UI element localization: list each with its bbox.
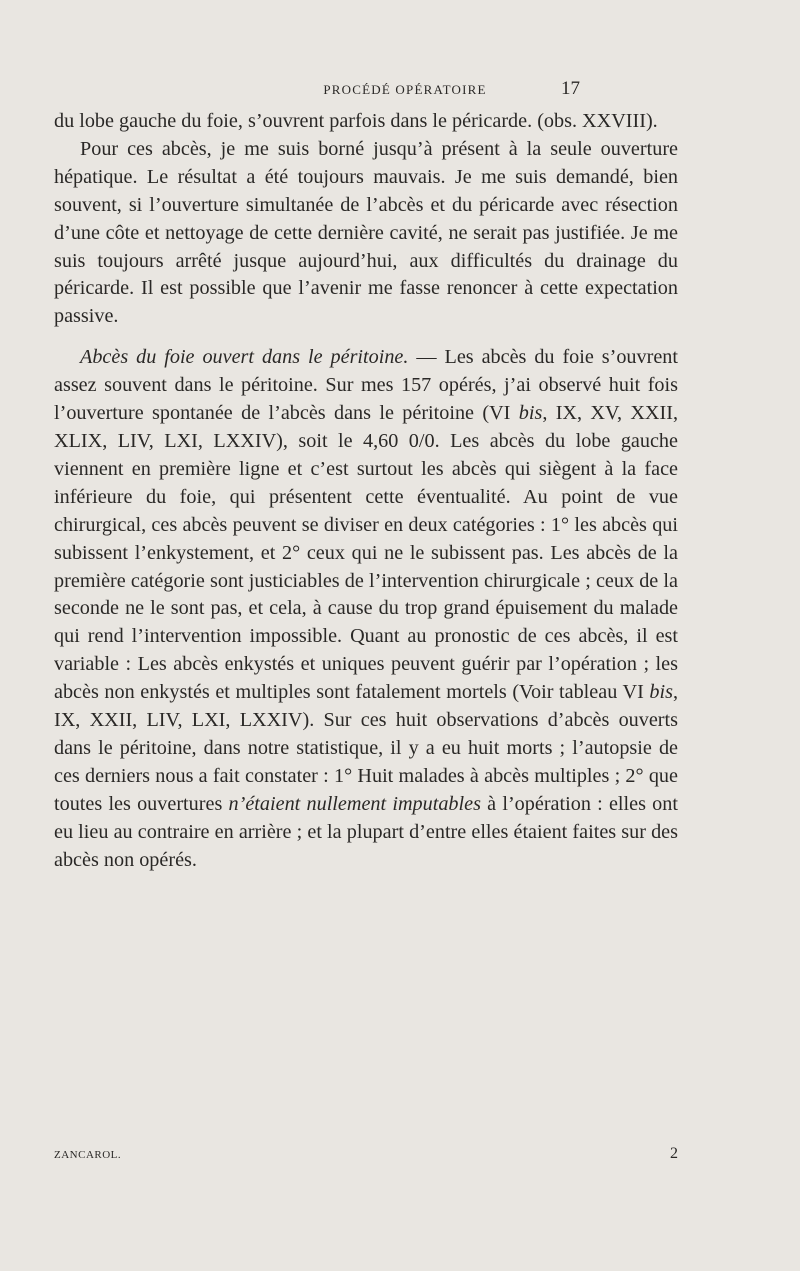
paragraph-continuation: du lobe gauche du foie, s’ouvrent parfois dans le péricarde. (obs. XXVIII).: [54, 110, 658, 132]
bis-italic: bis: [518, 402, 543, 425]
page-footer: [54, 1145, 678, 1165]
printer-signature: ZANCAROL.: [54, 1149, 122, 1161]
page-number: 17: [561, 78, 580, 99]
running-title: PROCÉDÉ OPÉRATOIRE: [323, 82, 487, 97]
paragraph-pericarde: Pour ces abcès, je me suis borné jusqu’à présent à la seule ouverture hépatique. Le résultat a été toujours mauvais. Je me suis demandé, bien souvent, si l’ouverture simultanée de l’abcès et du péricarde avec résection d’une côte et nettoyage de cette dernière cavité, ne serait pas justifiée. Je me suis toujours arrêté jusque aujourd’hui, aux difficultés du drainage du péricarde. Il est possible que l’avenir me fasse renoncer à cette expectation passive.: [54, 137, 678, 328]
bis-italic: bis: [649, 681, 673, 704]
section-text-2: , IX, XV, XXII, XLIX, LIV, LXI, LXXIV), soit le 4,60 0/0. Les abcès du lobe gauche viennent en première ligne et c’est surtout les abcès qui siègent à la face inférieure du foie, qui présentent cette éventualité. Au point de vue chirurgical, ces abcès peuvent se diviser en deux catégories : 1° les abcès qui subissent l’enkystement, et 2° ceux qui ne le subissent pas. Les abcès de la première catégorie sont justiciables de l’intervention chirurgicale ; ceux de la seconde ne le sont pas, et cela, à cause du trop grand épuisement du malade qui rend l’intervention impossible. Quant au pronostic de ces abcès, il est variable : Les abcès enkystés et uniques peuvent guérir par l’opération ; les abcès non enkystés et multiples sont fatalement mortels (Voir tableau VI: [54, 402, 678, 704]
section-text-4: à l’opération : elles ont eu lieu au contraire en arrière ; et la plupart d’entre elles étaient faites sur des abcès non opérés.: [54, 792, 678, 871]
section-text-3: , IX, XXII, LIV, LXI, LXXIV). Sur ces huit observations d’abcès ouverts dans le péritoine, dans notre statistique, il y a eu huit morts ; l’autopsie de ces derniers nous a fait constater : 1° Huit malades à abcès multiples ; 2° que toutes les ouvertures: [54, 681, 678, 815]
section-text-1: Les abcès du foie s’ouvrent assez souvent dans le péritoine. Sur mes 157 opérés, j’ai observé huit fois l’ouverture spontanée de l’abcès dans le péritoine (VI: [54, 346, 679, 425]
section-peritoine: [54, 344, 678, 874]
heading-dash: —: [408, 346, 445, 369]
sheet-mark: 2: [670, 1145, 678, 1162]
body-text: [54, 108, 678, 874]
emphasis-italic: n’étaient nullement imputables: [228, 792, 481, 815]
page-header: [250, 78, 580, 102]
section-heading: Abcès du foie ouvert dans le péritoine.: [80, 346, 409, 369]
